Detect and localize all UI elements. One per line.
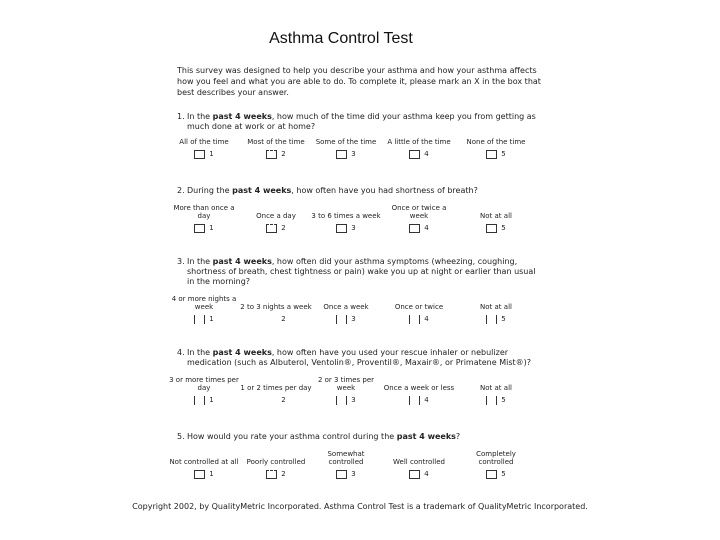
answer-option[interactable] [239,138,313,159]
question-text [177,348,542,368]
answer-score: 1 [209,224,214,232]
answer-option[interactable] [167,448,241,479]
answer-option[interactable] [239,202,313,233]
answer-label: Once a week [323,303,369,311]
answer-option[interactable] [382,374,456,405]
page-title: Asthma Control Test [269,30,413,47]
answer-score: 2 [281,150,286,158]
question-emphasis: past 4 weeks [212,112,272,121]
answer-score: 1 [209,396,214,404]
answer-score: 2 [281,396,286,404]
answer-checkbox[interactable] [336,470,347,479]
question-post: ? [455,432,461,441]
question-number: 1. [177,112,185,121]
answer-label: More than once a day [173,204,235,220]
answer-label: Well controlled [393,458,445,466]
answer-label: Most of the time [247,138,305,146]
answer-checkbox[interactable] [266,396,277,405]
answer-score: 4 [424,150,429,158]
answer-checkbox-row [309,395,383,405]
question-number: 2. [177,186,185,195]
question-emphasis: past 4 weeks [212,257,272,266]
answer-checkbox-row [382,395,456,405]
answer-label: 1 or 2 times per day [240,384,312,392]
question-emphasis: past 4 weeks [212,348,272,357]
answer-checkbox-row [239,314,313,324]
answer-options [169,374,542,414]
answer-checkbox-row [239,395,313,405]
answer-checkbox-row [167,314,241,324]
answer-score: 5 [501,470,506,478]
answer-option[interactable] [309,448,383,479]
question-4 [169,348,542,414]
intro-text: This survey was designed to help you describe your asthma and how your asthma affects how you feel and what you are able to do. To complete it, please mark an X in the box that best describes your answer. [177,66,541,97]
answer-score: 3 [351,224,356,232]
question-post: , how much of the time did your asthma keep you from getting as much done at work or at home? [187,112,536,131]
answer-score: 4 [424,470,429,478]
question-number: 4. [177,348,185,357]
question-pre: In the [187,112,213,121]
answer-checkbox[interactable] [194,470,205,479]
answer-label: Not controlled at all [169,458,239,466]
answer-score: 2 [281,470,286,478]
answer-checkbox-row [382,469,456,479]
copyright-notice: Copyright 2002, by QualityMetric Incorporated. Asthma Control Test is a trademark of QualityMetric Incorporated. [132,502,588,511]
question-body [187,348,542,368]
answer-checkbox[interactable] [409,396,420,405]
question-1 [177,112,542,178]
answer-checkbox-row [239,223,313,233]
answer-label: Once a day [256,212,296,220]
answer-label: Once or twice [394,303,444,311]
answer-score: 4 [424,224,429,232]
answer-label: Completely controlled [476,450,516,466]
question-pre: How would you rate your asthma control during the [187,432,397,441]
answer-label: Once a week or less [383,384,455,392]
answer-checkbox[interactable] [194,396,205,405]
answer-checkbox[interactable] [266,224,277,233]
question-pre: In the [187,257,213,266]
answer-option[interactable] [309,293,383,324]
question-text [177,257,542,287]
answer-score: 1 [209,150,214,158]
answer-label: Not at all [480,303,512,311]
question-text [177,112,542,132]
answer-checkbox[interactable] [409,150,420,159]
answer-label: 2 to 3 nights a week [240,303,312,311]
answer-checkbox[interactable] [336,315,347,324]
answer-option[interactable] [459,138,533,159]
answer-score: 5 [501,396,506,404]
answer-checkbox[interactable] [266,315,277,324]
answer-score: 2 [281,224,286,232]
answer-score: 3 [351,396,356,404]
answer-checkbox[interactable] [486,470,497,479]
answer-checkbox-row [309,469,383,479]
answer-options [177,138,542,178]
answer-checkbox[interactable] [194,224,205,233]
question-text [177,432,542,442]
answer-option[interactable] [309,138,383,159]
answer-checkbox[interactable] [194,315,205,324]
answer-label: Somewhat controlled [327,450,365,466]
answer-option[interactable] [167,202,241,233]
answer-checkbox-row [459,149,533,159]
answer-option[interactable] [459,293,533,324]
answer-score: 3 [351,150,356,158]
answer-checkbox-row [239,469,313,479]
answer-checkbox-row [167,223,241,233]
question-post: , how often did your asthma symptoms (wheezing, coughing, shortness of breath, chest tightness or pain) wake you up at night or earlier than usual in the morning? [187,257,536,286]
answer-label: Some of the time [315,138,377,146]
answer-label: 3 to 6 times a week [311,212,381,220]
answer-label: A little of the time [387,138,451,146]
answer-checkbox-row [382,314,456,324]
answer-option[interactable] [459,374,533,405]
answer-options [171,293,542,333]
answer-checkbox[interactable] [486,224,497,233]
answer-option[interactable] [459,448,533,479]
answer-score: 5 [501,224,506,232]
answer-checkbox[interactable] [266,470,277,479]
answer-option[interactable] [382,138,456,159]
answer-checkbox[interactable] [486,150,497,159]
answer-score: 4 [424,396,429,404]
question-body [187,432,542,442]
answer-checkbox[interactable] [409,315,420,324]
answer-option[interactable] [239,374,313,405]
answer-checkbox-row [382,223,456,233]
answer-score: 1 [209,315,214,323]
answer-label: Not at all [480,384,512,392]
answer-label: 2 or 3 times per week [317,376,375,392]
answer-checkbox[interactable] [409,224,420,233]
question-body [187,186,542,196]
question-number: 5. [177,432,185,441]
answer-label: All of the time [179,138,229,146]
answer-score: 4 [424,315,429,323]
answer-score: 3 [351,315,356,323]
question-emphasis: past 4 weeks [396,432,456,441]
answer-option[interactable] [382,202,456,233]
answer-checkbox-row [239,149,313,159]
answer-checkbox-row [309,149,383,159]
answer-label: Poorly controlled [246,458,306,466]
answer-label: 4 or more nights a week [171,295,237,311]
question-3 [171,257,542,333]
question-post: , how often have you had shortness of breath? [291,186,478,195]
answer-option[interactable] [167,138,241,159]
answer-option[interactable] [167,293,241,324]
answer-checkbox-row [167,149,241,159]
answer-checkbox-row [309,223,383,233]
question-post: , how often have you used your rescue inhaler or nebulizer medication (such as Albuterol, Ventolin®, Proventil®, Maxair®, or Primatene Mist®)? [187,348,531,367]
question-body [187,257,542,287]
answer-option[interactable] [382,448,456,479]
answer-option[interactable] [239,448,313,479]
answer-option[interactable] [459,202,533,233]
answer-option[interactable] [309,202,383,233]
answer-label: None of the time [466,138,526,146]
answer-checkbox[interactable] [336,396,347,405]
answer-score: 5 [501,315,506,323]
answer-checkbox-row [167,395,241,405]
answer-option[interactable] [167,374,241,405]
question-pre: During the [187,186,233,195]
answer-checkbox-row [459,395,533,405]
question-5 [169,432,542,488]
answer-checkbox[interactable] [194,150,205,159]
answer-checkbox[interactable] [486,396,497,405]
answer-score: 3 [351,470,356,478]
answer-checkbox-row [382,149,456,159]
answer-checkbox-row [459,469,533,479]
answer-checkbox[interactable] [486,315,497,324]
question-pre: In the [187,348,213,357]
answer-score: 1 [209,470,214,478]
answer-checkbox-row [459,314,533,324]
answer-checkbox-row [167,469,241,479]
answer-score: 5 [501,150,506,158]
answer-option[interactable] [239,293,313,324]
answer-options [169,448,542,488]
question-emphasis: past 4 weeks [232,186,292,195]
question-body [187,112,542,132]
answer-checkbox[interactable] [336,224,347,233]
answer-label: 3 or more times per day [169,376,239,392]
answer-checkbox[interactable] [266,150,277,159]
answer-checkbox-row [459,223,533,233]
question-number: 3. [177,257,185,266]
answer-label: Not at all [480,212,512,220]
answer-checkbox-row [309,314,383,324]
question-text [177,186,542,196]
answer-options [173,202,542,242]
question-2 [173,186,542,242]
answer-checkbox[interactable] [409,470,420,479]
answer-option[interactable] [382,293,456,324]
answer-checkbox[interactable] [336,150,347,159]
answer-score: 2 [281,315,286,323]
answer-label: Once or twice a week [391,204,447,220]
answer-option[interactable] [309,374,383,405]
